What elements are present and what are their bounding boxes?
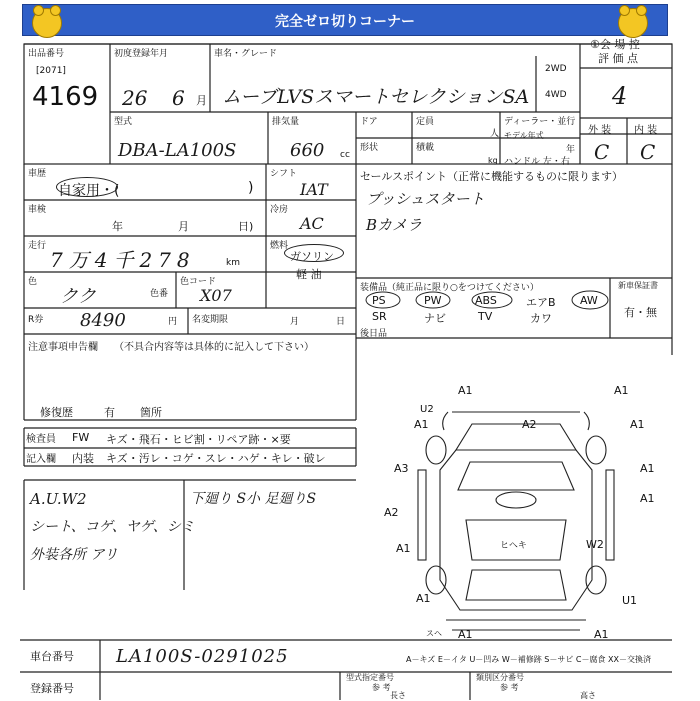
repair-exists: 有 (104, 406, 115, 419)
mark-sube: スヘ (426, 629, 442, 638)
reg-no-label: 登録番号 (30, 682, 74, 695)
capacity-label: 定員 (416, 117, 435, 127)
equip-airbag: エアB (526, 296, 556, 309)
type-label: 型式 (114, 117, 133, 127)
fuel-label: 燃料 (270, 241, 289, 251)
score-label: 評 価 点 (598, 52, 638, 65)
type-value: DBA-LA100S (118, 140, 237, 161)
mark-a3: A3 (394, 462, 409, 475)
private-circle (56, 177, 118, 197)
recycle-value: 8490 (80, 310, 126, 331)
registration-year: 26 (122, 86, 148, 110)
kg-unit: kg (488, 156, 498, 165)
equip-navi: ナビ (424, 312, 446, 325)
exterior-grade: C (594, 140, 610, 164)
color-code-label: 色コード (180, 277, 217, 287)
mark-a1: A1 (396, 542, 411, 555)
cc-unit: cc (340, 150, 350, 160)
color-code: X07 (200, 286, 232, 305)
mark-a1: A1 (458, 628, 473, 641)
type-no-ref: 参 考 (372, 683, 391, 692)
sales-point-line2: Bカメラ (366, 216, 423, 234)
mark-a1: A1 (630, 418, 645, 431)
repair-place: 箇所 (140, 406, 162, 419)
equip-tv: TV (478, 310, 493, 323)
load-label: 積載 (416, 143, 435, 153)
class-no-label: 類別区分番号 (476, 673, 524, 682)
dealer-label: ディーラー・並行 (504, 117, 576, 127)
color-label: 色 (28, 277, 38, 287)
equipment-label: 装備品（純正品に限り○をつけてください） (360, 283, 539, 293)
inspection-label: 車検 (28, 205, 47, 215)
shift-value: IAT (300, 180, 328, 199)
interior-grade: C (640, 140, 656, 164)
ac-value: AC (300, 214, 324, 233)
ac-label: 冷房 (270, 205, 289, 215)
model-label: 車名・グレード (214, 49, 278, 59)
inspector-label2: 記入欄 (26, 454, 56, 465)
type-no-label: 型式指定番号 (346, 673, 394, 682)
history-value: 自家用・( (58, 183, 120, 199)
fuel-gasoline: ガソリン (290, 250, 334, 263)
deadline-month: 月 (290, 317, 300, 327)
chassis-value: LA100S-0291025 (116, 646, 289, 667)
registration-label: 初度登録年月 (114, 49, 169, 59)
mark-a1: A1 (414, 418, 429, 431)
registration-month: 6 (172, 86, 185, 110)
displacement-value: 660 (290, 140, 325, 161)
score-value: 4 (612, 82, 628, 110)
remark-left1: A.U.W2 (30, 490, 87, 508)
mileage-label: 走行 (28, 241, 47, 251)
warranty-options: 有・無 (624, 306, 657, 319)
person-unit: 人 (490, 129, 500, 139)
inspector-fw: FW (72, 431, 90, 444)
history-close: ) (248, 180, 254, 196)
mark-a1: A1 (416, 592, 431, 605)
equip-ps: PS (372, 294, 386, 307)
remark-right1: 下廻り S小 足廻りS (190, 491, 317, 507)
sales-point-label: セールスポイント（正常に機能するものに限ります） (360, 170, 624, 183)
equip-pw: PW (424, 294, 442, 307)
remark-left3: 外装各所 アリ (30, 547, 118, 563)
mark-a2: A2 (522, 418, 537, 431)
length-label: 長さ (390, 691, 406, 700)
inspector-label1: 検査員 (26, 434, 56, 445)
door-label: ドア (360, 117, 378, 127)
inspection-day: 日) (238, 220, 254, 233)
mark-a1: A1 (594, 628, 609, 641)
four-wd: 4WD (545, 90, 567, 100)
mark-a1: A1 (640, 462, 655, 475)
equip-abs: ABS (475, 294, 497, 307)
inspection-month: 月 (178, 220, 189, 233)
lot-label: 出品番号 (28, 49, 65, 59)
copy-label: ①会 場 控 (590, 38, 640, 51)
shift-label: シフト (270, 169, 298, 179)
diagram-legend: A－キズ E－イタ U－凹み W－補修跡 S－サビ C－腐食 XX－交換済 (406, 655, 652, 664)
seat-label: 後日品 (360, 329, 388, 339)
warranty-label: 新車保証書 (618, 281, 658, 290)
mark-a1: A1 (614, 384, 629, 397)
two-wd: 2WD (545, 64, 567, 74)
recycle-label: R券 (28, 315, 44, 325)
mileage-unit: km (226, 258, 240, 268)
equip-leather: カワ (530, 312, 552, 325)
model-name: ムーブLVSスマートセレクションSA (222, 86, 530, 108)
lot-number: 4169 (32, 82, 99, 112)
banner-title: 完全ゼロ切りコーナー (275, 14, 415, 30)
deadline-label: 名変期限 (192, 315, 229, 325)
color-value: クク (60, 286, 96, 307)
mark-u1: U1 (622, 594, 638, 607)
fuel-diesel: 軽 油 (296, 268, 322, 281)
inspector-interior: 内装 (72, 452, 94, 465)
mileage-value: 7万4千278 (50, 248, 196, 272)
mark-a1: A1 (640, 492, 655, 505)
model-year-label: モデル年式 (504, 131, 544, 140)
exterior-label: 外 装 (588, 125, 612, 136)
shape-label: 形状 (360, 143, 379, 153)
mark-w2: W2 (586, 538, 604, 551)
displacement-label: 排気量 (272, 117, 300, 127)
registration-month-unit: 月 (196, 94, 207, 107)
gasoline-circle (284, 244, 344, 262)
notes-hint: （不具合内容等は具体的に記入して下さい） (114, 342, 314, 353)
inspector-fw-items: キズ・飛石・ヒビ割・リペア跡・×要 (106, 433, 291, 446)
equip-sr: SR (372, 310, 387, 323)
mark-a2: A2 (384, 506, 399, 519)
recycle-yen: 円 (168, 317, 178, 327)
height-label: 高さ (580, 691, 596, 700)
handle-label: ハンドル 左・右 (504, 157, 570, 167)
repair-label: 修復歴 (40, 406, 73, 419)
sales-point-line1: プッシュスタート (366, 190, 485, 208)
inspection-year: 年 (112, 220, 123, 233)
inspector-interior-items: キズ・汚レ・コゲ・スレ・ハゲ・キレ・破レ (106, 452, 326, 465)
notes-label: 注意事項申告欄 (28, 342, 98, 353)
equip-aw: AW (580, 294, 598, 307)
year-unit: 年 (566, 145, 576, 155)
mark-a1: A1 (458, 384, 473, 397)
mark-hekomi: ヒヘキ (500, 541, 527, 551)
history-label: 車歴 (28, 169, 47, 179)
vehicle-diagram (418, 412, 614, 630)
class-no-ref: 参 考 (500, 683, 519, 692)
interior-label: 内 装 (634, 125, 658, 136)
lot-sub: [2071] (36, 66, 66, 76)
chassis-label: 車台番号 (30, 650, 74, 663)
deadline-day: 日 (336, 317, 346, 327)
remark-left2: シート、コゲ、ヤゲ、シミ (30, 519, 195, 535)
mark-u2: U2 (420, 404, 434, 415)
color-no-label: 色番 (150, 289, 169, 299)
